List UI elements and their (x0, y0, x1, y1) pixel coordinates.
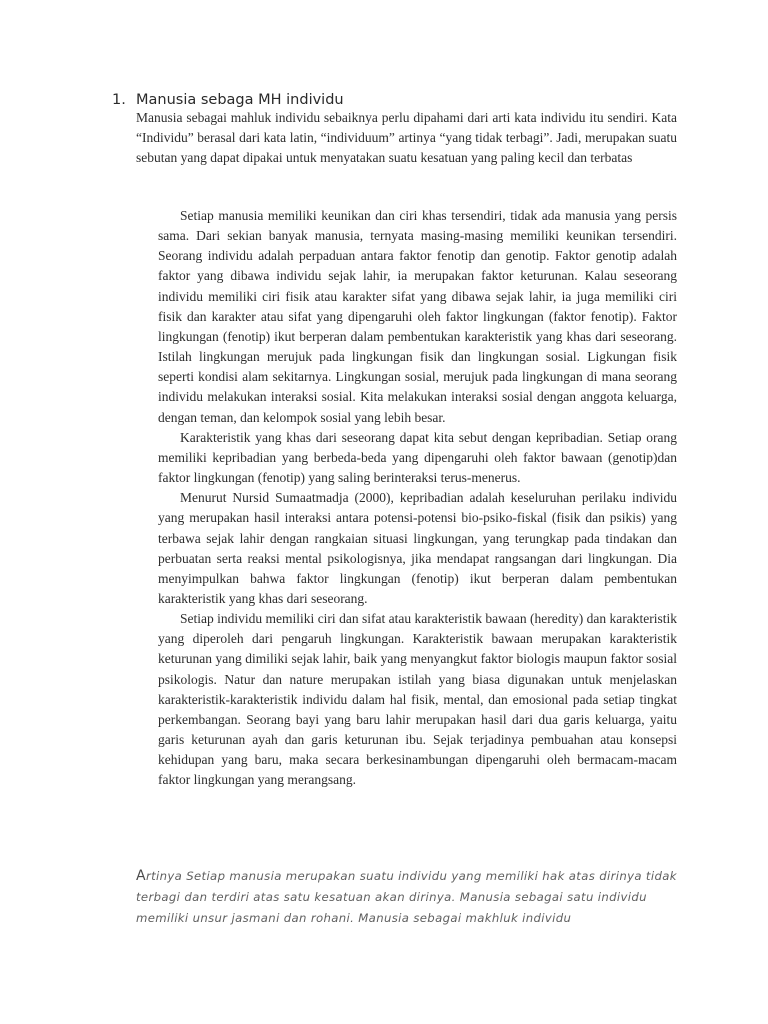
section-number: 1. (112, 92, 126, 108)
paragraph-keunikan: Setiap manusia memiliki keunikan dan ciri khas tersendiri, tidak ada manusia yang persis sama. Dari sekian banyak manusia, ternyata masing-masing memiliki keunikan tersendiri. Seorang individu adalah perpaduan antara faktor fenotip dan genotip. Faktor genotip adalah faktor yang dibawa individu sejak lahir, ia merupakan faktor keturunan. Kalau seseorang individu memiliki ciri fisik atau karakter sifat yang dibawa sejak lahir, ia juga memiliki ciri fisik dan karakter atau sifat yang dipengaruhi oleh faktor lingkungan (faktor fenotip). Faktor lingkungan (fenotip) ikut berperan dalam pembentukan karakteristik yang khas dari seseorang. Istilah lingkungan merujuk pada lingkungan fisik dan lingkungan sosial. Ligkungan fisik seperti kondisi alam sekitarnya. Lingkungan sosial, merujuk pada lingkungan di mana seorang individu melakukan interaksi sosial. Kita melakukan interaksi sosial dengan anggota keluarga, dengan teman, dan kelompok sosial yang lebih besar. (158, 208, 677, 425)
paragraph-kepribadian: Karakteristik yang khas dari seseorang dapat kita sebut dengan kepribadian. Setiap orang memiliki kepribadian yang berbeda-beda yang dipengaruhi oleh faktor bawaan (genotip)dan faktor lingkungan (fenotip) yang saling berinteraksi terus-menerus. (158, 429, 677, 486)
italic-summary (136, 866, 677, 929)
section-heading (112, 90, 344, 110)
body-text (158, 206, 677, 791)
paragraph-heredity: Setiap individu memiliki ciri dan sifat atau karakteristik bawaan (heredity) dan karakteristik yang diperoleh dari pengaruh lingkungan. Karakteristik bawaan merupakan karakteristik keturunan yang dimiliki sejak lahir, baik yang menyangkut faktor biologis maupun faktor sosial psikologis. Natur dan nature merupakan istilah yang biasa digunakan untuk menjelaskan karakteristik-karakteristik individu dalam hal fisik, mental, dan emosional pada setiap tingkat perkembangan. Seorang bayi yang baru lahir merupakan hasil dari dua garis keluarga, yaitu garis keturunan ayah dan garis keturunan ibu. Sejak terjadinya pembuahan atau konsepsi kehidupan yang baru, maka secara berkesinambungan dipengaruhi oleh bermacam-macam faktor lingkungan yang merangsang. (158, 611, 677, 788)
paragraph-sumaatmadja: Menurut Nursid Sumaatmadja (2000), kepribadian adalah keseluruhan perilaku individu yang merupakan hasil interaksi antara potensi-potensi bio-psiko-fiskal (fisik dan psikis) yang terbawa sejak lahir dengan rangkaian situasi lingkungan, yang terungkap pada tindakan dan perbuatan serta reaksi mental psikologisnya, jika mendapat rangsangan dari lingkungan. Dia menyimpulkan bahwa faktor lingkungan (fenotip) ikut berperan dalam pembentukan karakteristik yang khas dari seseorang. (158, 490, 677, 606)
intro-paragraph: Manusia sebagai mahluk individu sebaiknya perlu dipahami dari arti kata individu itu sendiri. Kata “Individu” berasal dari kata latin, “individuum” artinya “yang tidak terbagi”. Jadi, merupakan suatu sebutan yang dapat dipakai untuk menyatakan suatu kesatuan yang paling kecil dan terbatas (136, 110, 677, 165)
section-title: Manusia sebaga MH individu (136, 92, 344, 108)
summary-initial: A (136, 868, 146, 884)
summary-text: rtinya Setiap manusia merupakan suatu individu yang memiliki hak atas dirinya tidak terbagi dan terdiri atas satu kesatuan akan dirinya. Manusia sebagai satu individu memiliki unsur jasmani dan rohani. Manusia sebagai makhluk individu (136, 869, 677, 925)
